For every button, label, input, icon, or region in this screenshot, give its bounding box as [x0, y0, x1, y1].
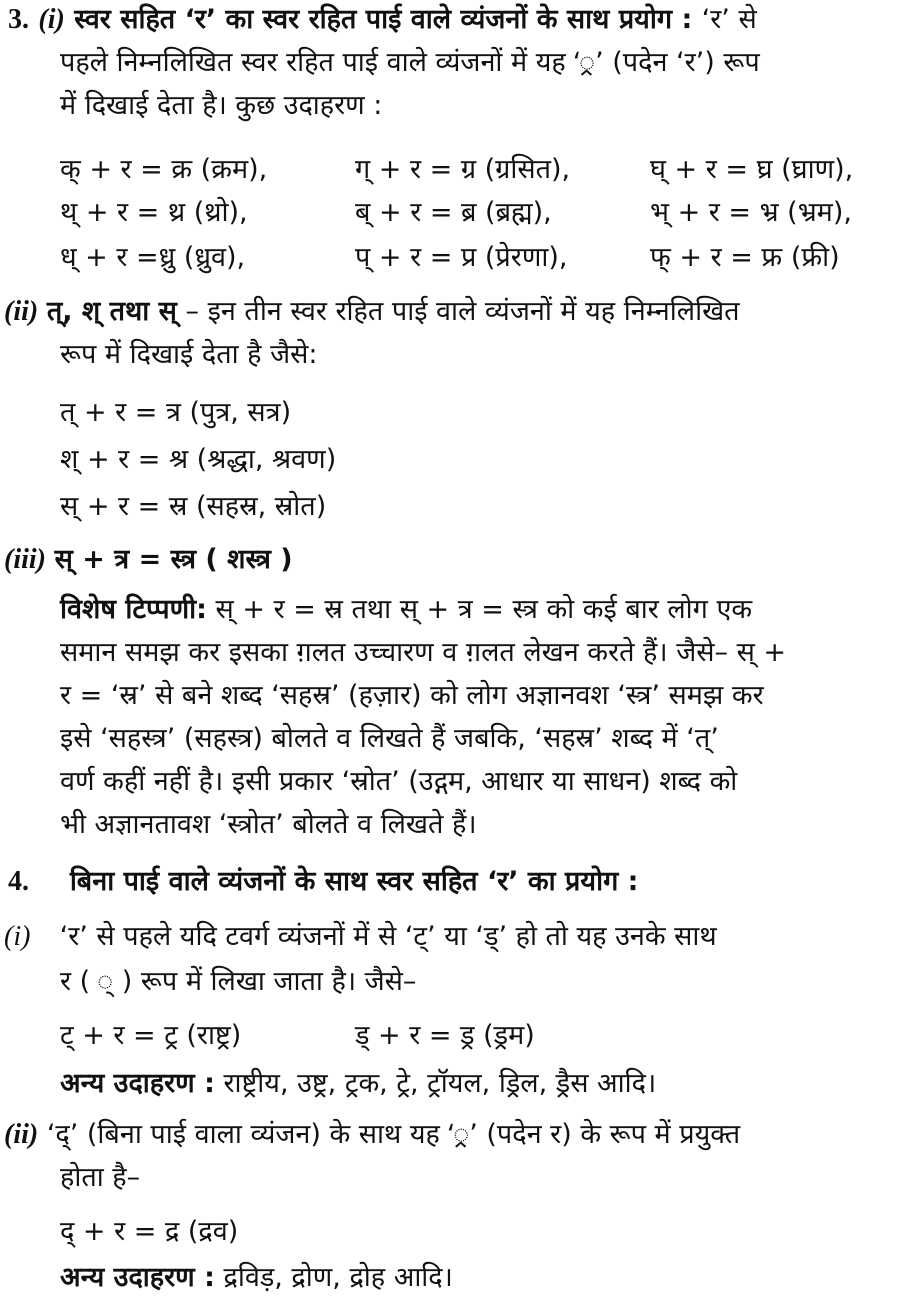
section-4-heading — [8, 862, 638, 902]
subsection-iii-heading — [4, 540, 293, 580]
para-line: ‘द्’ (बिना पाई वाला व्यंजन) के साथ यह ‘्र’ (पदेन र) के रूप में प्रयुक्त — [46, 1119, 741, 1150]
para-line: र ( ् ) रूप में लिखा जाता है। जैसे– — [60, 966, 417, 997]
note-line — [60, 590, 752, 630]
example-cell: प् + र = प्र (प्रेरणा), — [355, 242, 568, 273]
roman-numeral: (i) — [38, 4, 65, 35]
note-text: स् + र = स्र तथा स् + त्र = स्त्र को कई बार लोग एक — [215, 594, 753, 625]
note-line: वर्ण कहीं नहीं है। इसी प्रकार ‘स्रोत’ (उद्गम, आधार या साधन) शब्द को — [60, 766, 738, 797]
heading-tail: ‘र’ से — [701, 4, 757, 35]
example-cell: ब् + र = ब्र (ब्रह्म), — [355, 197, 552, 228]
heading-text: स् + त्र = स्त्र ( शस्त्र ) — [54, 544, 293, 575]
note-label: विशेष टिप्पणी: — [60, 594, 207, 625]
para-line: में दिखाई देता है। कुछ उदाहरण : — [60, 90, 383, 121]
other-label: अन्य उदाहरण : — [60, 1262, 215, 1293]
heading-tail: – इन तीन स्वर रहित पाई वाले व्यंजनों में यह निम्नलिखित — [185, 296, 740, 327]
heading-text: स्वर सहित ‘र’ का स्वर रहित पाई वाले व्यंजनों के साथ प्रयोग : — [74, 4, 693, 35]
example-cell: ग् + र = ग्र (ग्रसित), — [355, 154, 571, 185]
roman-numeral: (ii) — [4, 1119, 39, 1150]
roman-numeral: (i) — [4, 921, 31, 952]
other-examples — [60, 1064, 656, 1104]
para-line: होता है– — [60, 1162, 141, 1193]
section-number: 3. — [8, 4, 29, 35]
example-line: द् + र = द्र (द्रव) — [60, 1216, 239, 1247]
section-number: 4. — [8, 866, 29, 897]
note-line: इसे ‘सहस्त्र’ (सहस्त्र) बोलते व लिखते हैं जबकि, ‘सहस्र’ शब्द में ‘त्’ — [60, 723, 719, 754]
example-cell: थ् + र = थ्र (थ्रो), — [60, 197, 248, 228]
example-cell: ड् + र = ड्र (ड्रम) — [355, 1020, 535, 1051]
para-line: रूप में दिखाई देता है जैसे: — [60, 339, 318, 370]
subsection-ii-heading — [4, 292, 740, 332]
example-line: स् + र = स्र (सहस्र, स्रोत) — [60, 491, 327, 522]
heading-text: बिना पाई वाले व्यंजनों के साथ स्वर सहित ‘र’ का प्रयोग : — [69, 866, 639, 897]
heading-text: त्, श् तथा स् — [46, 296, 177, 327]
example-cell: घ् + र = घ्र (घ्राण), — [650, 154, 854, 185]
example-cell: ध् + र =ध्रु (ध्रुव), — [60, 242, 246, 273]
subsection-ii — [4, 1115, 740, 1155]
para-line: पहले निम्नलिखित स्वर रहित पाई वाले व्यंजनों में यह ‘्र’ (पदेन ‘र’) रूप — [60, 47, 760, 78]
para-line: ‘र’ से पहले यदि टवर्ग व्यंजनों में से ‘ट्’ या ‘ड्’ हो तो यह उनके साथ — [59, 921, 717, 952]
roman-numeral: (iii) — [4, 544, 46, 575]
other-text: राष्ट्रीय, उष्ट्र, ट्रक, ट्रे, ट्रॉयल, ड्रिल, ड्रैस आदि। — [223, 1068, 657, 1099]
example-line: त् + र = त्र (पुत्र, सत्र) — [60, 397, 292, 428]
example-line: श् + र = श्र (श्रद्धा, श्रवण) — [60, 444, 337, 475]
roman-numeral: (ii) — [4, 296, 39, 327]
example-cell: ट् + र = ट्र (राष्ट्र) — [60, 1020, 242, 1051]
example-cell: फ् + र = फ्र (फ्री) — [650, 242, 840, 273]
note-line: भी अज्ञानतावश ‘स्त्रोत’ बोलते व लिखते हैं। — [60, 809, 477, 840]
other-label: अन्य उदाहरण : — [60, 1068, 215, 1099]
other-examples — [60, 1258, 453, 1298]
example-cell: क् + र = क्र (क्रम), — [60, 154, 268, 185]
example-cell: भ् + र = भ्र (भ्रम), — [650, 197, 852, 228]
note-line: र = ‘स्र’ से बने शब्द ‘सहस्र’ (हज़ार) को लोग अज्ञानवश ‘स्त्र’ समझ कर — [60, 680, 764, 711]
other-text: द्रविड़, द्रोण, द्रोह आदि। — [223, 1262, 453, 1293]
section-3-heading — [8, 0, 757, 40]
note-line: समान समझ कर इसका ग़लत उच्चारण व ग़लत लेखन करते हैं। जैसे– स् + — [60, 637, 787, 668]
subsection-i — [4, 917, 717, 957]
